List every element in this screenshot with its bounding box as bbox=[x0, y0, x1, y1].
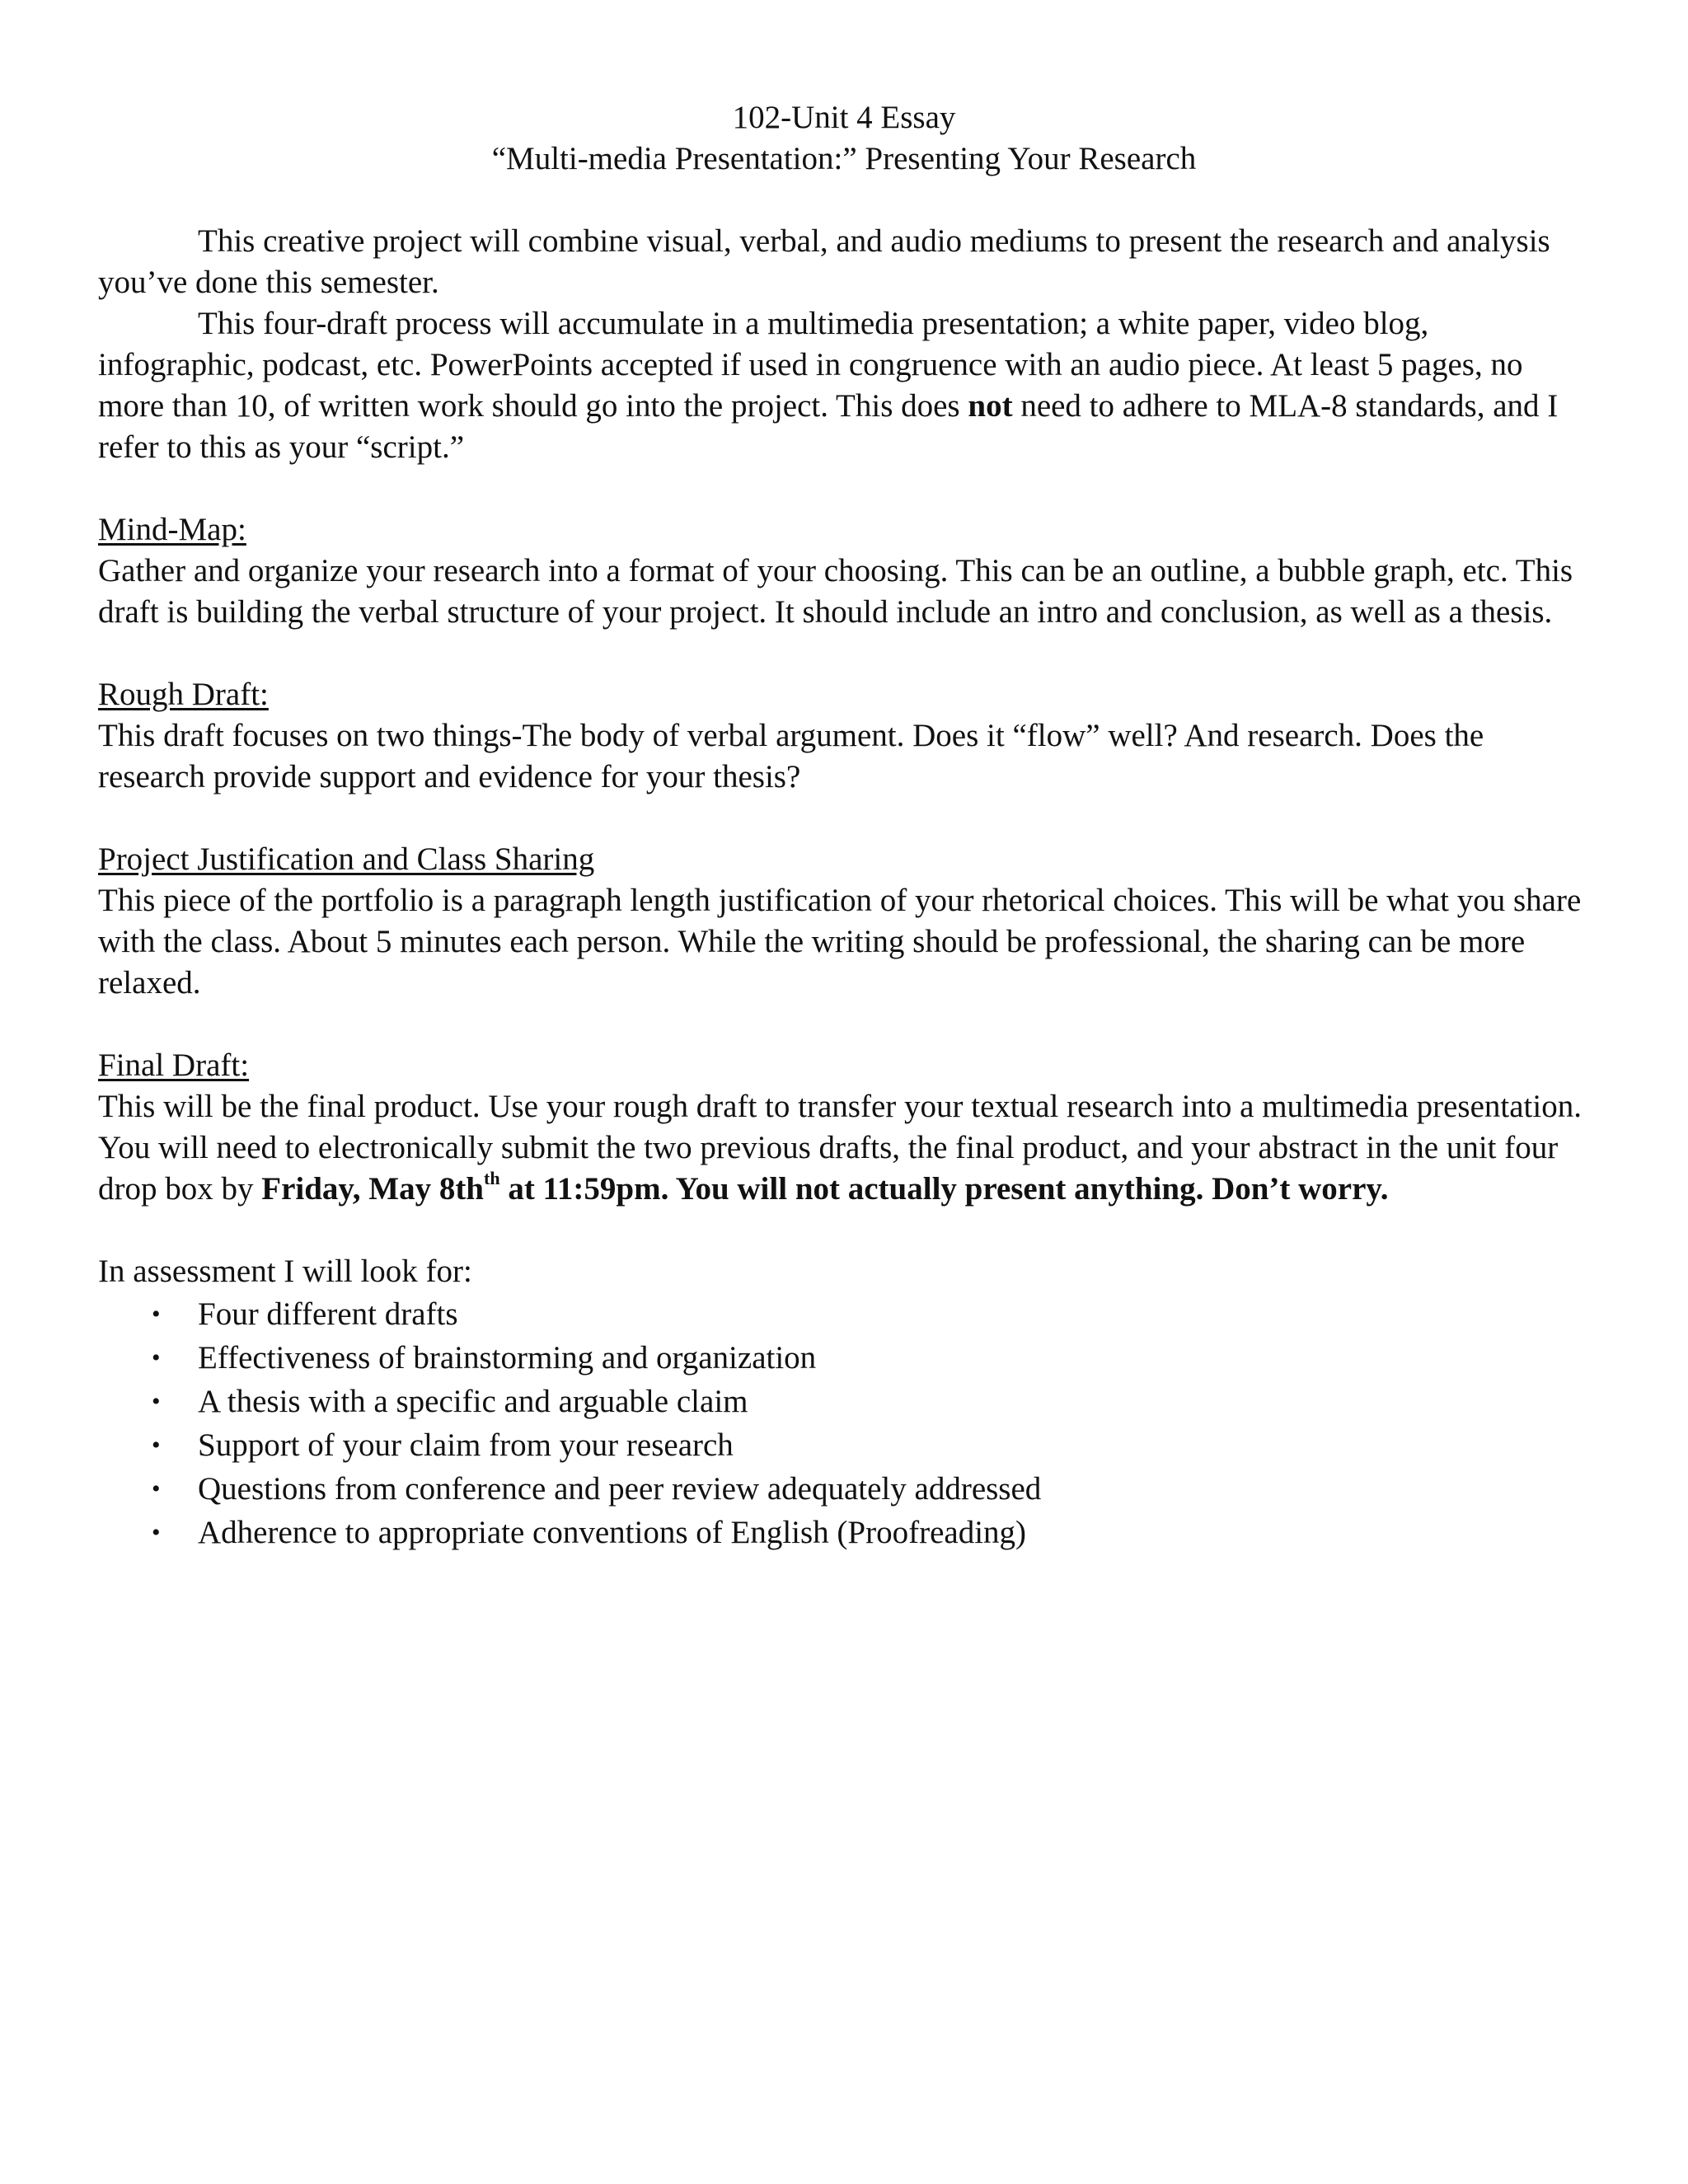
assessment-criteria-list bbox=[98, 1292, 1590, 1554]
assessment-criterion bbox=[98, 1467, 1590, 1511]
assessment-criterion-text: Adherence to appropriate conventions of English (Proofreading) bbox=[198, 1515, 1027, 1550]
final-draft-heading: Final Draft: bbox=[98, 1047, 250, 1083]
bullet-icon: • bbox=[152, 1475, 161, 1502]
assessment-criterion bbox=[98, 1511, 1590, 1554]
intro-paragraph-1: This creative project will combine visual, verbal, and audio mediums to present the research and analysis you’ve done this semester. bbox=[98, 223, 1550, 300]
assessment-criterion-text: Questions from conference and peer review adequately addressed bbox=[198, 1471, 1042, 1507]
rough-draft-body: This draft focuses on two things-The body of verbal argument. Does it “flow” well? And research. Does the research provide support and evidence for your thesis? bbox=[98, 718, 1484, 794]
intro-paragraph-2 bbox=[98, 303, 1590, 468]
rough-draft-heading: Rough Draft: bbox=[98, 677, 269, 712]
mind-map-heading: Mind-Map: bbox=[98, 512, 246, 547]
bullet-icon: • bbox=[152, 1388, 161, 1415]
document-title: 102-Unit 4 Essay bbox=[732, 100, 956, 135]
assessment-criterion bbox=[98, 1423, 1590, 1467]
assessment-criterion-text: Effectiveness of brainstorming and organization bbox=[198, 1340, 817, 1376]
deadline-date bbox=[261, 1168, 500, 1207]
document-subtitle: “Multi-media Presentation:” Presenting Your Research bbox=[491, 141, 1197, 176]
assessment-intro: In assessment I will look for: bbox=[98, 1254, 472, 1289]
assessment-criterion-text: Four different drafts bbox=[198, 1296, 458, 1332]
justification-body: This piece of the portfolio is a paragraph length justification of your rhetorical choices. This will be what you share with the class. About 5 minutes each person. While the writing should be professional, the sharing can be more relaxed. bbox=[98, 883, 1582, 1001]
spacer bbox=[98, 468, 1590, 509]
spacer bbox=[98, 633, 1590, 674]
bullet-icon: • bbox=[152, 1301, 161, 1328]
document-body bbox=[98, 97, 1590, 1554]
justification-heading: Project Justification and Class Sharing bbox=[98, 841, 595, 877]
deadline-date-text: Friday, May 8th bbox=[261, 1171, 484, 1207]
assessment-criterion-text: A thesis with a specific and arguable claim bbox=[198, 1384, 748, 1419]
spacer bbox=[98, 1210, 1590, 1251]
bullet-icon: • bbox=[152, 1432, 161, 1459]
document-header bbox=[98, 97, 1590, 180]
assessment-criterion bbox=[98, 1292, 1590, 1336]
final-draft-body bbox=[98, 1086, 1590, 1210]
intro-paragraph-2-tail: need to adhere to MLA-8 standards, and I refer to this as your “script.” bbox=[98, 388, 1559, 465]
assessment-criterion bbox=[98, 1336, 1590, 1380]
assessment-criterion bbox=[98, 1380, 1590, 1423]
bullet-icon: • bbox=[152, 1519, 161, 1546]
deadline-date-superscript: th bbox=[484, 1168, 500, 1188]
intro-emphasis-not: not bbox=[968, 388, 1013, 424]
spacer bbox=[98, 798, 1590, 839]
deadline-tail: at 11:59pm. You will not actually present anything. Don’t worry. bbox=[499, 1171, 1389, 1207]
mind-map-body: Gather and organize your research into a format of your choosing. This can be an outline, a bubble graph, etc. This draft is building the verbal structure of your project. It should include an intro and conclusion, as well as a thesis. bbox=[98, 553, 1573, 630]
bullet-icon: • bbox=[152, 1344, 161, 1371]
intro-paragraph-2-text: This four-draft process will accumulate in a multimedia presentation; a white paper, video blog, infographic, podcast, etc. PowerPoints accepted if used in congruence with an audio piece. At least 5 pages, no more than 10, of written work should go into the project. This does bbox=[98, 306, 1523, 424]
final-draft-text: This will be the final product. Use your rough draft to transfer your textual research into a multimedia presentation. You will need to electronically submit the two previous drafts, the final product, and your abstract in the unit four drop box by bbox=[98, 1089, 1582, 1207]
spacer bbox=[98, 180, 1590, 221]
assessment-criterion-text: Support of your claim from your research bbox=[198, 1427, 734, 1463]
spacer bbox=[98, 1004, 1590, 1045]
